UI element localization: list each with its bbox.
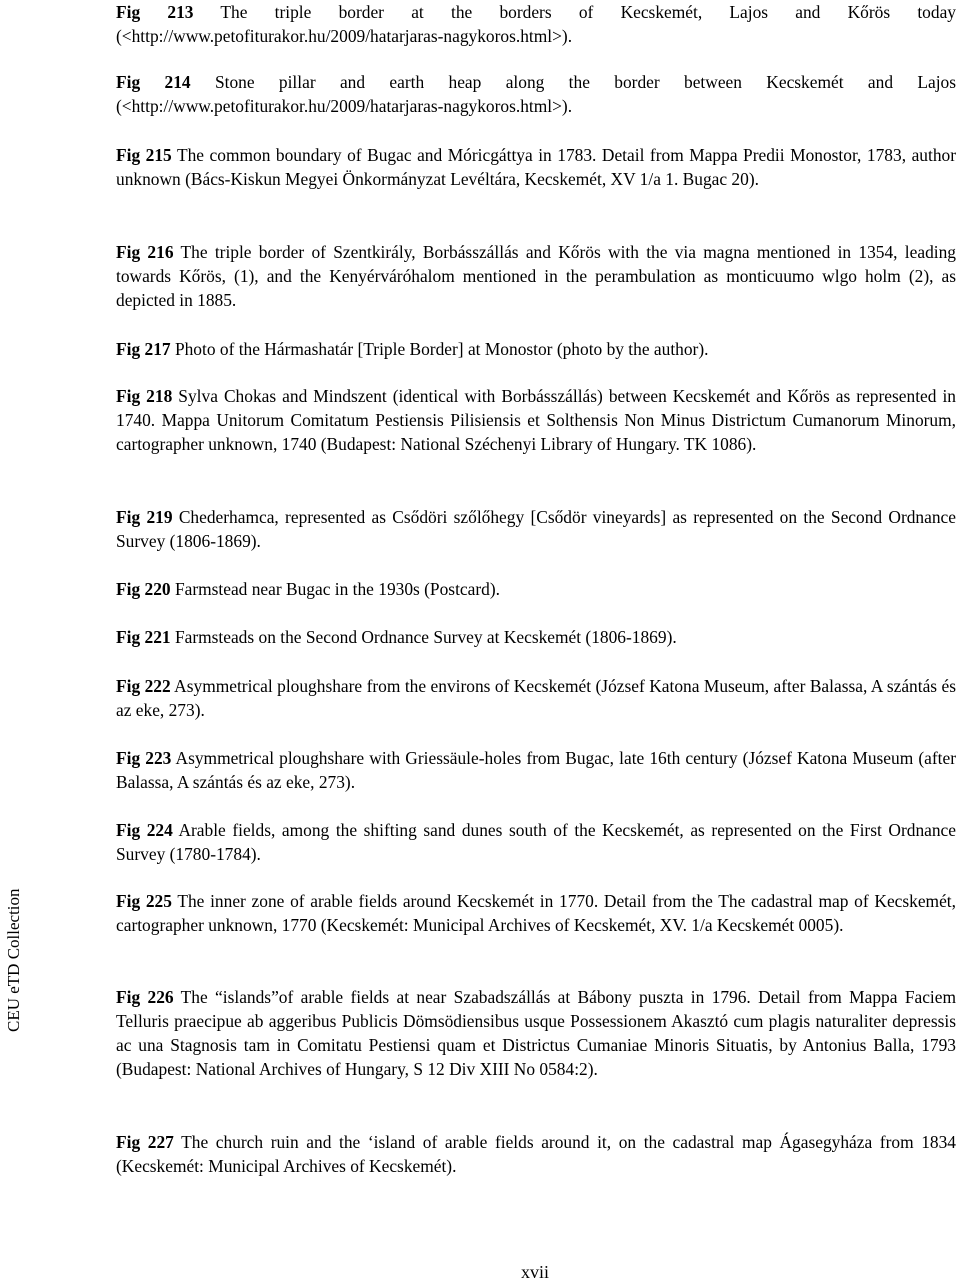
figure-label: Fig 225 (116, 891, 172, 911)
figure-entry (116, 674, 956, 722)
figure-label: Fig 226 (116, 987, 174, 1007)
figure-entry (116, 337, 956, 361)
figure-entry (116, 577, 956, 601)
figure-label: Fig 221 (116, 627, 171, 647)
figure-entry (116, 625, 956, 649)
figure-caption: Farmsteads on the Second Ordnance Survey at Kecskemét (1806-1869). (170, 627, 677, 647)
figure-caption: Photo of the Hármashatár [Triple Border] at Monostor (photo by the author). (170, 339, 709, 359)
figure-label: Fig 219 (116, 507, 173, 527)
figure-entry (116, 1130, 956, 1178)
figure-caption: Chederhamca, represented as Csődöri szőlőhegy [Csődör vineyards] as represented on the Second Ordnance Survey (1806-1869). (116, 507, 956, 551)
figure-entry (116, 143, 956, 191)
figure-label: Fig 223 (116, 748, 172, 768)
figure-label: Fig 214 (116, 72, 191, 92)
figure-caption: Asymmetrical ploughshare from the environs of Kecskemét (József Katona Museum, after Balassa, A szántás és az eke, 273). (116, 676, 956, 720)
figure-entry (116, 505, 956, 553)
figure-label: Fig 217 (116, 339, 171, 359)
figure-entry (116, 889, 956, 937)
page-number: xvii (520, 1262, 549, 1282)
figure-caption: Asymmetrical ploughshare with Griessäule-holes from Bugac, late 16th century (József Katona Museum (after Balassa, A szántás és az eke, 273). (116, 748, 956, 792)
figure-caption: The “islands”of arable fields at near Szabadszállás at Bábony puszta in 1796. Detail from Mappa Faciem Telluris praecipue ab aggeribus Publicis Dömsödiensibus usque Possessionem Akasztó cum plagis naturaliter depressis ac una Stagnosis tam in Comitatu Pestiensi quam et Districtus Cumaniae Minoris Situatis, by Antonius Balla, 1793 (Budapest: National Archives of Hungary, S 12 Div XIII No 0584:2). (116, 987, 957, 1079)
figure-caption: The church ruin and the ‘island of arable fields around it, on the cadastral map Ágasegyháza from 1834 (Kecskemét: Municipal Archives of Kecskemét). (116, 1132, 956, 1176)
figure-caption: The triple border at the borders of Kecskemét, Lajos and Kőrös today (<http://www.petofiturakor.hu/2009/hatarjaras-nagykoros.html>). (116, 2, 956, 46)
figure-label: Fig 220 (116, 579, 171, 599)
figure-entry (116, 818, 956, 866)
figure-caption: Sylva Chokas and Mindszent (identical with Borbásszállás) between Kecskemét and Kőrös as represented in 1740. Mappa Unitorum Comitatum Pestiensis Pilisiensis et Solthensis Non Minus Districtum Cumanorum Minorum, cartographer unknown, 1740 (Budapest: National Széchenyi Library of Hungary. TK 1086). (116, 386, 956, 454)
figure-entry (116, 985, 956, 1081)
figure-entry (116, 0, 956, 48)
figure-caption: Stone pillar and earth heap along the border between Kecskemét and Lajos (<http://www.petofiturakor.hu/2009/hatarjaras-nagykoros.html>). (116, 72, 956, 116)
figure-caption: The triple border of Szentkirály, Borbásszállás and Kőrös with the via magna mentioned in 1354, leading towards Kőrös, (1), and the Kenyérváróhalom mentioned in the perambulation as monticuumo wlgo holm (2), as depicted in 1885. (116, 242, 956, 310)
figure-caption: The inner zone of arable fields around Kecskemét in 1770. Detail from the The cadastral map of Kecskemét, cartographer unknown, 1770 (Kecskemét: Municipal Archives of Kecskemét, XV. 1/a Kecskemét 0005). (116, 891, 956, 935)
figure-caption: Arable fields, among the shifting sand dunes south of the Kecskemét, as represented on the First Ordnance Survey (1780-1784). (116, 820, 956, 864)
figure-label: Fig 215 (116, 145, 172, 165)
figure-entry (116, 384, 956, 456)
figure-entry (116, 240, 956, 312)
figure-entry (116, 746, 956, 794)
figure-entry (116, 70, 956, 118)
figure-caption: Farmstead near Bugac in the 1930s (Postcard). (170, 579, 500, 599)
figure-caption: The common boundary of Bugac and Móricgáttya in 1783. Detail from Mappa Predii Monostor, 1783, author unknown (Bács-Kiskun Megyei Önkormányzat Levéltára, Kecskemét, XV 1/a 1. Bugac 20). (116, 145, 956, 189)
figure-label: Fig 213 (116, 2, 194, 22)
figure-label: Fig 218 (116, 386, 173, 406)
figure-label: Fig 222 (116, 676, 171, 696)
figure-label: Fig 224 (116, 820, 173, 840)
collection-watermark: CEU eTD Collection (4, 888, 23, 1032)
figure-label: Fig 216 (116, 242, 174, 262)
figure-label: Fig 227 (116, 1132, 174, 1152)
